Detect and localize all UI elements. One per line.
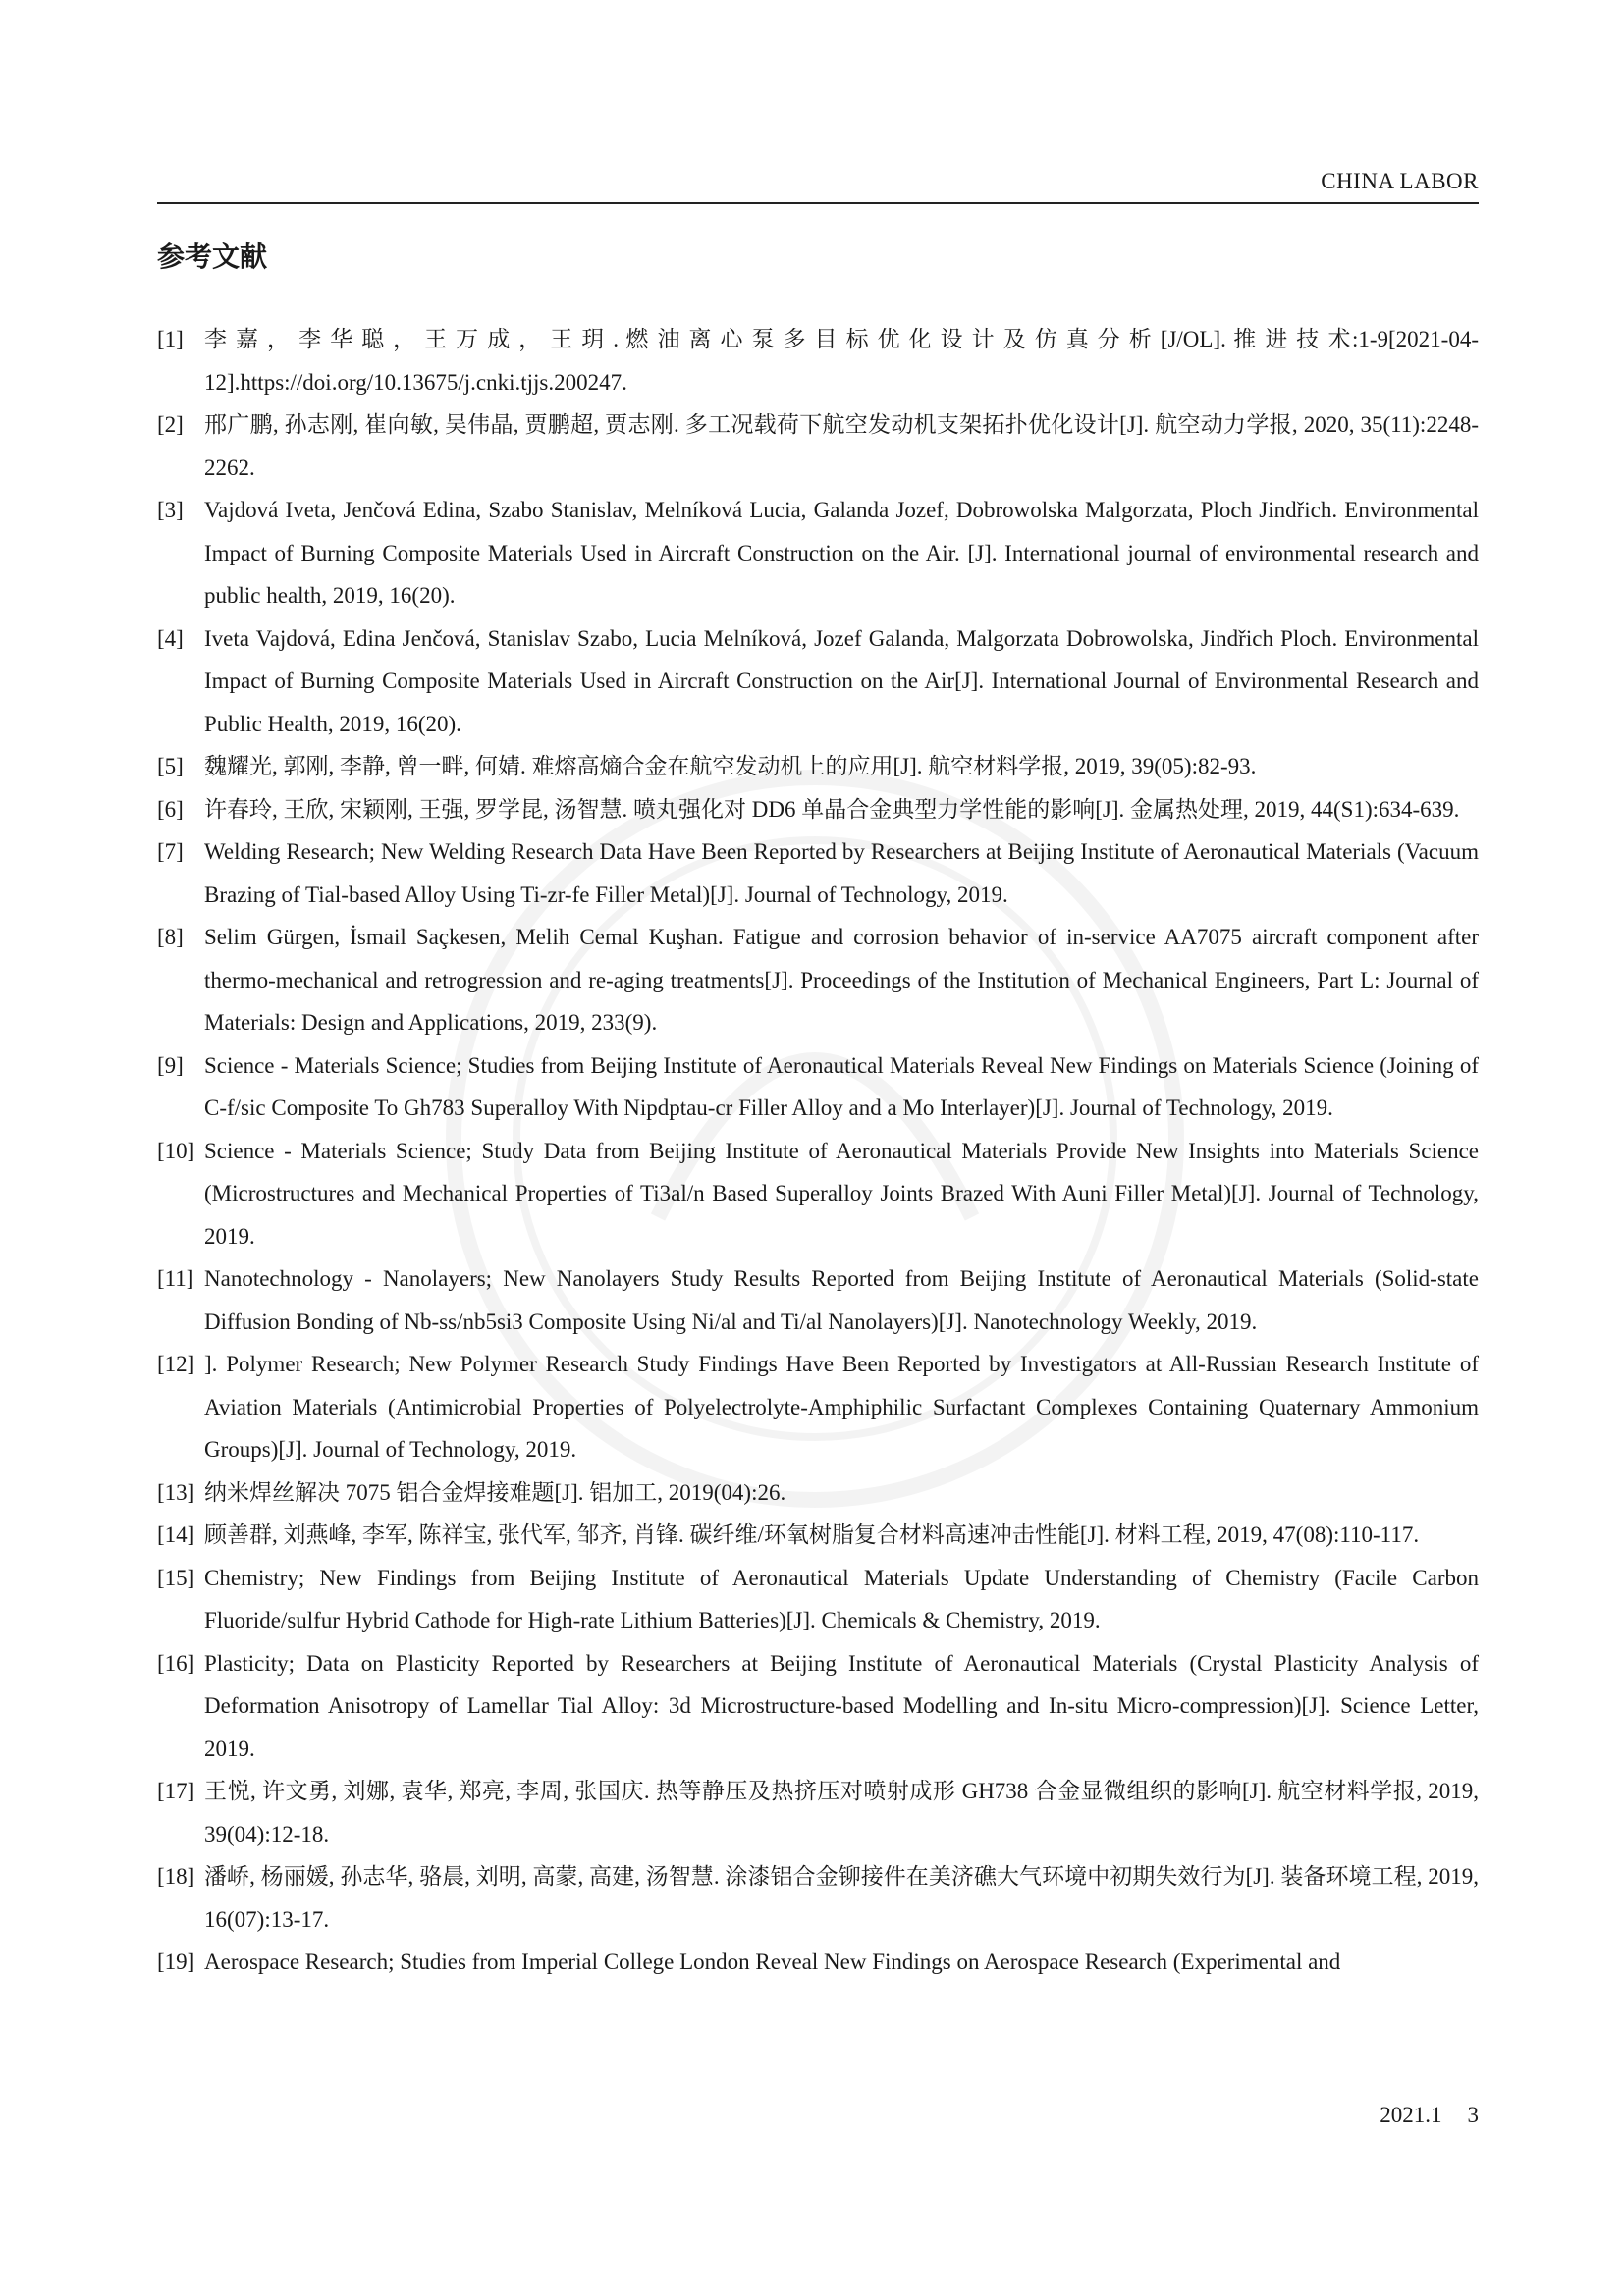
reference-number: [18] <box>157 1864 195 1889</box>
reference-text: 纳米焊丝解决 7075 铝合金焊接难题[J]. 铝加工, 2019(04):26. <box>204 1479 786 1505</box>
page-number: 3 <box>1467 2103 1479 2127</box>
reference-text: Welding Research; New Welding Research Data Have Been Reported by Researchers at Beijing Institute of Aeronautical Materials (Vacuum Brazing of Tial-based Alloy Using Ti-zr-fe Filler Metal)[J]. Journal of Technology, 2019. <box>204 839 1479 907</box>
reference-text: Selim Gürgen, İsmail Saçkesen, Melih Cemal Kuşhan. Fatigue and corrosion behavior of in-service AA7075 aircraft component after thermo-mechanical and retrogression and re-aging treatments[J]. Proceedings of the Institution of Mechanical Engineers, Part L: Journal of Materials: Design and Applications, 2019, 233(9). <box>204 925 1479 1035</box>
reference-item <box>157 1855 1479 1941</box>
reference-text: ]. Polymer Research; New Polymer Research Study Findings Have Been Reported by Investigators at All-Russian Research Institute of Aviation Materials (Antimicrobial Properties of Polyelectrolyte-Amphiphilic Surfactant Complexes Containing Quaternary Ammonium Groups)[J]. Journal of Technology, 2019. <box>204 1352 1479 1462</box>
reference-item <box>157 617 1479 746</box>
reference-item <box>157 403 1479 489</box>
reference-number: [5] <box>157 754 184 778</box>
reference-number: [7] <box>157 839 184 864</box>
reference-item <box>157 916 1479 1044</box>
reference-text: 魏耀光, 郭刚, 李静, 曾一畔, 何婧. 难熔高熵合金在航空发动机上的应用[J]. 航空材料学报, 2019, 39(05):82-93. <box>204 754 1257 778</box>
reference-text: 邢广鹏, 孙志刚, 崔向敏, 吴伟晶, 贾鹏超, 贾志刚. 多工况载荷下航空发动机支架拓扑优化设计[J]. 航空动力学报, 2020, 35(11):2248-2262. <box>204 412 1479 480</box>
reference-item <box>157 745 1479 788</box>
reference-item <box>157 1471 1479 1515</box>
reference-item <box>157 1770 1479 1855</box>
reference-text: 王悦, 许文勇, 刘娜, 袁华, 郑亮, 李周, 张国庆. 热等静压及热挤压对喷射成形 GH738 合金显微组织的影响[J]. 航空材料学报, 2019, 39(04):12-18. <box>204 1779 1479 1846</box>
reference-number: [17] <box>157 1779 195 1803</box>
reference-item <box>157 1130 1479 1258</box>
reference-item <box>157 1514 1479 1557</box>
reference-number: [16] <box>157 1650 195 1676</box>
section-title: 参考文献 <box>157 240 268 273</box>
reference-text: 许春玲, 王欣, 宋颖刚, 王强, 罗学昆, 汤智慧. 喷丸强化对 DD6 单晶合金典型力学性能的影响[J]. 金属热处理, 2019, 44(S1):634-639. <box>204 796 1460 822</box>
header-rule-divider <box>157 202 1479 204</box>
reference-item <box>157 830 1479 916</box>
reference-number: [6] <box>157 796 184 822</box>
reference-number: [11] <box>157 1266 194 1291</box>
reference-number: [19] <box>157 1949 195 1974</box>
reference-number: [4] <box>157 625 184 651</box>
reference-text: Nanotechnology - Nanolayers; New Nanolayers Study Results Reported from Beijing Institute of Aeronautical Materials (Solid-state Diffusion Bonding of Nb-ss/nb5si3 Composite Using Ni/al and Ti/al Nanolayers)[J]. Nanotechnology Weekly, 2019. <box>204 1266 1479 1334</box>
reference-text: Plasticity; Data on Plasticity Reported by Researchers at Beijing Institute of Aeronautical Materials (Crystal Plasticity Analysis of Deformation Anisotropy of Lamellar Tial Alloy: 3d Microstructure-based Modelling and In-situ Micro-compression)[J]. Science Letter, 2019. <box>204 1650 1479 1761</box>
reference-text: Chemistry; New Findings from Beijing Institute of Aeronautical Materials Update Understanding of Chemistry (Facile Carbon Fluoride/sulfur Hybrid Cathode for High-rate Lithium Batteries)[J]. Chemicals & Chemistry, 2019. <box>204 1565 1479 1632</box>
reference-item <box>157 1257 1479 1343</box>
reference-item <box>157 489 1479 617</box>
reference-number: [9] <box>157 1052 184 1078</box>
reference-item <box>157 318 1479 403</box>
reference-text: 顾善群, 刘燕峰, 李军, 陈祥宝, 张代军, 邹齐, 肖锋. 碳纤维/环氧树脂复合材料高速冲击性能[J]. 材料工程, 2019, 47(08):110-117. <box>204 1522 1420 1547</box>
reference-number: [2] <box>157 412 184 437</box>
reference-text: 潘峤, 杨丽媛, 孙志华, 骆晨, 刘明, 高蒙, 高建, 汤智慧. 涂漆铝合金铆接件在美济礁大气环境中初期失效行为[J]. 装备环境工程, 2019, 16(07):13-17. <box>204 1864 1479 1932</box>
reference-text: Science - Materials Science; Studies from Beijing Institute of Aeronautical Materials Reveal New Findings on Materials Science (Joining of C-f/sic Composite To Gh783 Superalloy With Nipdptau-cr Filler Alloy and a Mo Interlayer)[J]. Journal of Technology, 2019. <box>204 1052 1479 1120</box>
reference-number: [1] <box>157 327 184 351</box>
reference-item <box>157 788 1479 831</box>
reference-text: Aerospace Research; Studies from Imperial College London Reveal New Findings on Aerospace Research (Experimental and <box>204 1949 1341 1974</box>
reference-text: Vajdová Iveta, Jenčová Edina, Szabo Stanislav, Melníková Lucia, Galanda Jozef, Dobrowolska Malgorzata, Ploch Jindřich. Environmental Impact of Burning Composite Materials Used in Aircraft Construction on the Air. [J]. International journal of environmental research and public health, 2019, 16(20). <box>204 498 1479 608</box>
reference-number: [13] <box>157 1479 195 1505</box>
reference-item <box>157 1941 1479 1984</box>
issue-label: 2021.1 <box>1380 2103 1442 2127</box>
reference-item <box>157 1044 1479 1130</box>
page-footer <box>1380 2103 1479 2128</box>
reference-number: [15] <box>157 1565 195 1590</box>
reference-number: [3] <box>157 498 184 522</box>
reference-list <box>157 318 1479 1984</box>
reference-number: [8] <box>157 925 184 949</box>
reference-text: 李 嘉 ， 李 华 聪 ， 王 万 成 ， 王 玥 . 燃 油 离 心 泵 多 目 标 优 化 设 计 及 仿 真 分 析 [J/OL]. 推 进 技 术:1-9[2021-04-12].https://doi.org/10.13675/j.cnki.tjjs.200247. <box>204 327 1479 395</box>
running-header-title: CHINA LABOR <box>1321 169 1479 193</box>
reference-item <box>157 1642 1479 1771</box>
reference-text: Science - Materials Science; Study Data from Beijing Institute of Aeronautical Materials Provide New Insights into Materials Science (Microstructures and Mechanical Properties of Ti3al/n Based Superalloy Joints Brazed With Auni Filler Metal)[J]. Journal of Technology, 2019. <box>204 1138 1479 1249</box>
reference-text: Iveta Vajdová, Edina Jenčová, Stanislav Szabo, Lucia Melníková, Jozef Galanda, Malgorzata Dobrowolska, Jindřich Ploch. Environmental Impact of Burning Composite Materials Used in Aircraft Construction on the Air[J]. International Journal of Environmental Research and Public Health, 2019, 16(20). <box>204 625 1479 736</box>
reference-item <box>157 1557 1479 1642</box>
reference-item <box>157 1343 1479 1471</box>
reference-number: [10] <box>157 1138 195 1163</box>
reference-number: [14] <box>157 1522 195 1547</box>
reference-number: [12] <box>157 1352 195 1376</box>
